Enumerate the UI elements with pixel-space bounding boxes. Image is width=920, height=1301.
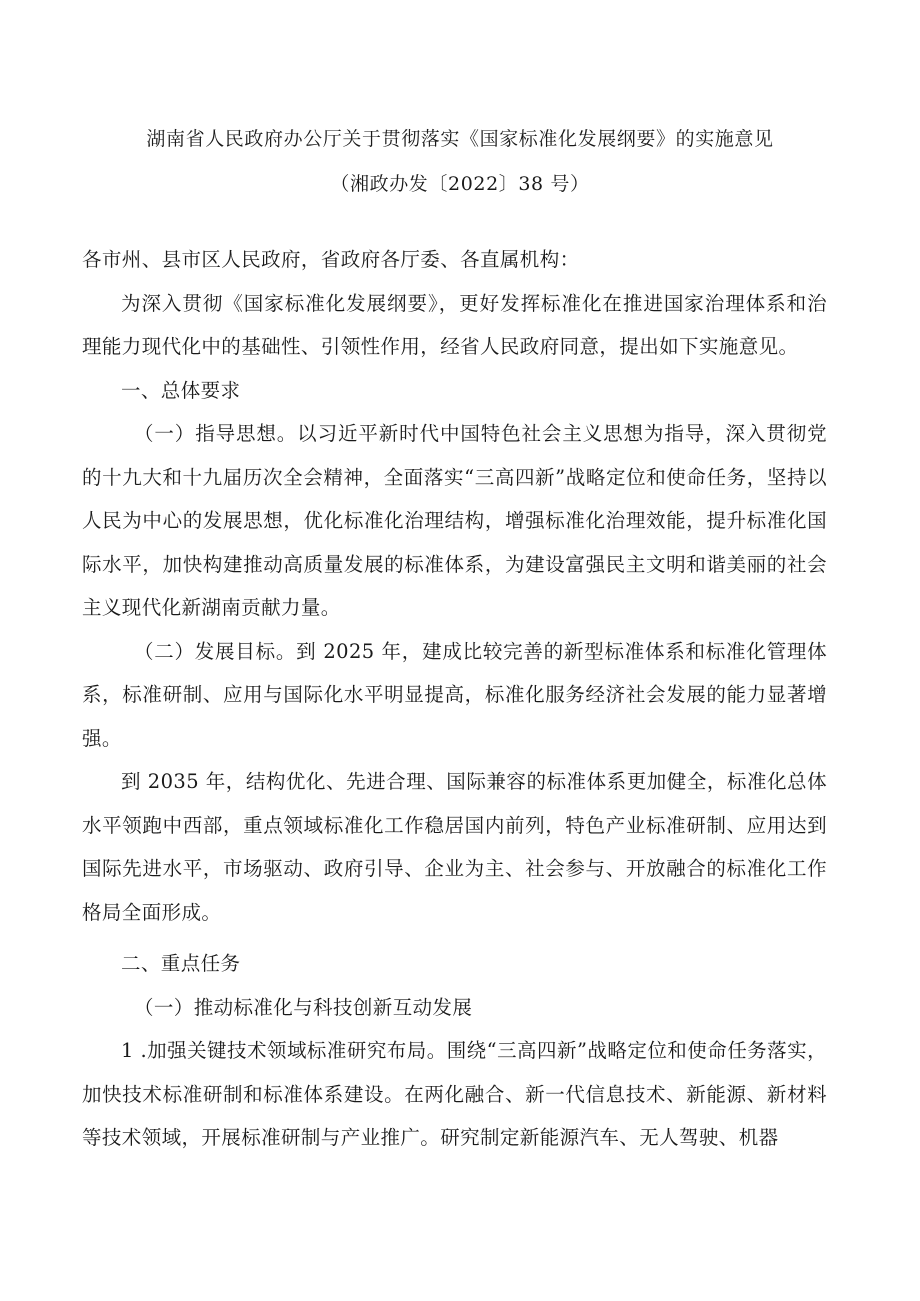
document-title: 湖南省人民政府办公厅关于贯彻落实《国家标准化发展纲要》的实施意见 <box>146 128 774 150</box>
guiding-thought-paragraph: （一）指导思想。以习近平新时代中国特色社会主义思想为指导，深入贯彻党的十九大和十九届历次全会精神，全面落实“三高四新”战略定位和使命任务，坚持以人民为中心的发展思想，优化标准化治理结构，增强标准化治理效能，提升标准化国际水平，加快构建推动高质量发展的标准体系，为建设富强民主文明和谐美丽的社会主义现代化新湖南贡献力量。 <box>82 422 827 619</box>
intro-paragraph: 为深入贯彻《国家标准化发展纲要》，更好发挥标准化在推进国家治理体系和治理能力现代化中的基础性、引领性作用，经省人民政府同意，提出如下实施意见。 <box>82 291 827 358</box>
task-item-1-paragraph: 1 .加强关键技术领域标准研究布局。围绕“三高四新”战略定位和使命任务落实，加快技术标准研制和标准体系建设。在两化融合、新一代信息技术、新能源、新材料等技术领域，开展标准研制与产业推广。研究制定新能源汽车、无人驾驶、机器 <box>82 1039 827 1149</box>
section-heading-1: 一、总体要求 <box>121 378 241 402</box>
goal-2035-paragraph: 到 2035 年，结构优化、先进合理、国际兼容的标准体系更加健全，标准化总体水平领跑中西部，重点领域标准化工作稳居国内前列，特色产业标准研制、应用达到国际先进水平，市场驱动、政府引导、企业为主、社会参与、开放融合的标准化工作格局全面形成。 <box>82 770 827 924</box>
document-number: （湘政办发〔2022〕38 号） <box>330 173 590 195</box>
section-heading-2: 二、重点任务 <box>121 952 241 975</box>
document-body <box>82 238 827 1160</box>
subsection-heading-1: （一）推动标准化与科技创新互动发展 <box>134 995 473 1019</box>
development-goal-paragraph: （二）发展目标。到 2025 年，建成比较完善的新型标准体系和标准化管理体系，标准研制、应用与国际化水平明显提高，标准化服务经济社会发展的能力显著增强。 <box>82 639 827 750</box>
salutation: 各市州、县市区人民政府，省政府各厅委、各直属机构： <box>82 248 580 271</box>
